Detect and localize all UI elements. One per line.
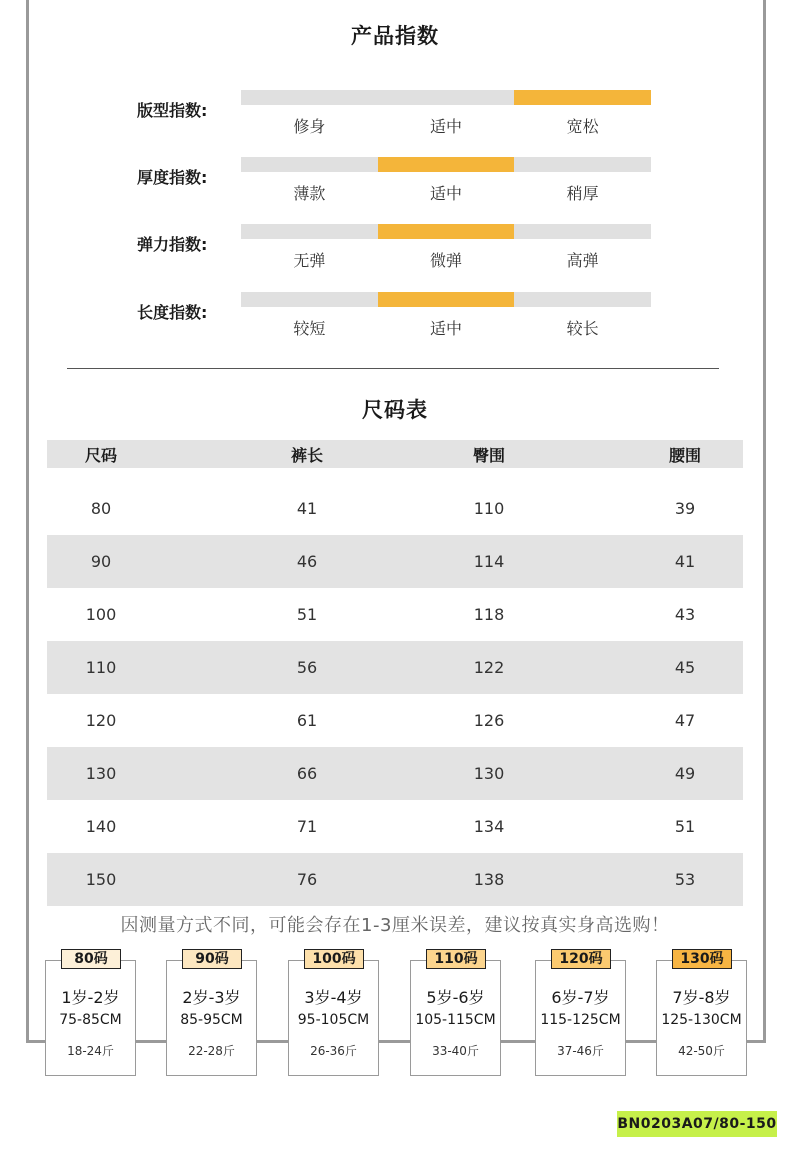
- age-card: [288, 951, 379, 1076]
- table-cell: 39: [674, 499, 696, 518]
- index-bar-segment: [241, 157, 378, 172]
- weight-range: 18-24斤: [67, 1044, 114, 1058]
- index-bar: [241, 90, 651, 105]
- index-row: [0, 292, 790, 352]
- weight-range: 22-28斤: [188, 1044, 235, 1058]
- table-row: [47, 694, 743, 747]
- table-cell: 140: [85, 817, 117, 836]
- index-label: 版型指数:: [137, 101, 208, 120]
- table-cell: 130: [85, 764, 117, 783]
- index-option: 适中: [429, 117, 462, 136]
- table-cell: 41: [296, 499, 318, 518]
- index-label: 长度指数:: [137, 303, 208, 322]
- table-cell: 122: [473, 658, 505, 677]
- index-bar-highlight: [378, 157, 515, 172]
- index-bar: [241, 292, 651, 307]
- index-bar-highlight: [514, 90, 651, 105]
- table-cell: 130: [473, 764, 505, 783]
- index-bar: [241, 224, 651, 239]
- table-cell: 66: [296, 764, 318, 783]
- height-range: 75-85CM: [59, 1012, 122, 1028]
- height-range: 115-125CM: [540, 1012, 621, 1028]
- header-waist: 腰围: [668, 445, 701, 465]
- table-cell: 41: [674, 552, 696, 571]
- table-cell: 126: [473, 711, 505, 730]
- size-tag: 120码: [551, 949, 611, 969]
- index-option: 薄款: [293, 184, 326, 203]
- height-range: 125-130CM: [661, 1012, 742, 1028]
- age-card: [656, 951, 747, 1076]
- weight-range: 37-46斤: [557, 1044, 604, 1058]
- height-range: 85-95CM: [180, 1012, 243, 1028]
- index-bar-segment: [241, 292, 378, 307]
- age-card: [45, 951, 136, 1076]
- table-cell: 76: [296, 870, 318, 889]
- size-tag: 100码: [304, 949, 364, 969]
- table-row: [47, 800, 743, 853]
- height-range: 105-115CM: [415, 1012, 496, 1028]
- product-index-title: 产品指数: [351, 24, 439, 48]
- size-table-title: 尺码表: [362, 398, 428, 422]
- table-cell: 49: [674, 764, 696, 783]
- index-option: 较长: [566, 319, 599, 338]
- table-row: [47, 482, 743, 535]
- table-row: [47, 853, 743, 906]
- frame-bottom-line: [26, 1040, 766, 1043]
- index-options: [241, 248, 651, 271]
- table-cell: 51: [674, 817, 696, 836]
- table-row: [47, 588, 743, 641]
- index-options: [241, 114, 651, 137]
- index-bar-segment: [241, 90, 378, 105]
- header-length: 裤长: [290, 445, 323, 465]
- table-cell: 51: [296, 605, 318, 624]
- weight-range: 33-40斤: [432, 1044, 479, 1058]
- index-option: 宽松: [566, 117, 599, 136]
- index-bar-segment: [514, 224, 651, 239]
- table-cell: 100: [85, 605, 117, 624]
- index-option: 无弹: [293, 251, 326, 270]
- age-range: 1岁-2岁: [61, 988, 120, 1007]
- table-cell: 45: [674, 658, 696, 677]
- section-divider: [67, 368, 719, 369]
- measurement-note: 因测量方式不同，可能会存在1-3厘米误差，建议按真实身高选购！: [120, 915, 670, 936]
- size-tag: 90码: [182, 949, 242, 969]
- age-range: 3岁-4岁: [304, 988, 363, 1007]
- weight-range: 26-36斤: [310, 1044, 357, 1058]
- table-cell: 150: [85, 870, 117, 889]
- index-label: 弹力指数:: [137, 235, 208, 254]
- age-range: 6岁-7岁: [551, 988, 610, 1007]
- table-cell: 61: [296, 711, 318, 730]
- index-option: 稍厚: [566, 184, 599, 203]
- table-cell: 110: [473, 499, 505, 518]
- table-cell: 90: [90, 552, 112, 571]
- table-cell: 71: [296, 817, 318, 836]
- table-cell: 120: [85, 711, 117, 730]
- table-cell: 46: [296, 552, 318, 571]
- table-cell: 114: [473, 552, 505, 571]
- table-cell: 80: [90, 499, 112, 518]
- index-options: [241, 316, 651, 339]
- age-card: [166, 951, 257, 1076]
- size-tag: 110码: [426, 949, 486, 969]
- index-bar-highlight: [378, 292, 515, 307]
- sku-label: BN0203A07/80-150: [617, 1111, 777, 1137]
- index-label: 厚度指数:: [137, 168, 208, 187]
- age-card: [535, 951, 626, 1076]
- age-range: 7岁-8岁: [672, 988, 731, 1007]
- index-option: 较短: [293, 319, 326, 338]
- age-card: [410, 951, 501, 1076]
- index-bar-highlight: [378, 224, 515, 239]
- table-cell: 118: [473, 605, 505, 624]
- index-option: 微弹: [429, 251, 462, 270]
- height-range: 95-105CM: [297, 1012, 370, 1028]
- index-bar: [241, 157, 651, 172]
- table-row: [47, 535, 743, 588]
- size-tag: 80码: [61, 949, 121, 969]
- table-cell: 47: [674, 711, 696, 730]
- header-size: 尺码: [84, 445, 117, 465]
- index-option: 适中: [429, 319, 462, 338]
- index-row: [0, 90, 790, 150]
- header-hip: 臀围: [472, 445, 505, 465]
- age-range: 5岁-6岁: [426, 988, 485, 1007]
- size-table: [47, 440, 743, 906]
- size-table-header: [47, 440, 743, 468]
- weight-range: 42-50斤: [678, 1044, 725, 1058]
- index-bar-segment: [241, 224, 378, 239]
- index-option: 适中: [429, 184, 462, 203]
- index-option: 修身: [293, 117, 326, 136]
- table-cell: 43: [674, 605, 696, 624]
- index-bar-segment: [378, 90, 515, 105]
- table-cell: 56: [296, 658, 318, 677]
- index-row: [0, 157, 790, 217]
- index-bar-segment: [514, 157, 651, 172]
- size-table-body: [47, 482, 743, 906]
- index-bar-segment: [514, 292, 651, 307]
- table-cell: 53: [674, 870, 696, 889]
- size-tag: 130码: [672, 949, 732, 969]
- index-options: [241, 181, 651, 204]
- index-option: 高弹: [566, 251, 599, 270]
- table-row: [47, 747, 743, 800]
- table-cell: 110: [85, 658, 117, 677]
- table-row: [47, 641, 743, 694]
- table-cell: 134: [473, 817, 505, 836]
- index-row: [0, 224, 790, 284]
- table-cell: 138: [473, 870, 505, 889]
- age-range: 2岁-3岁: [182, 988, 241, 1007]
